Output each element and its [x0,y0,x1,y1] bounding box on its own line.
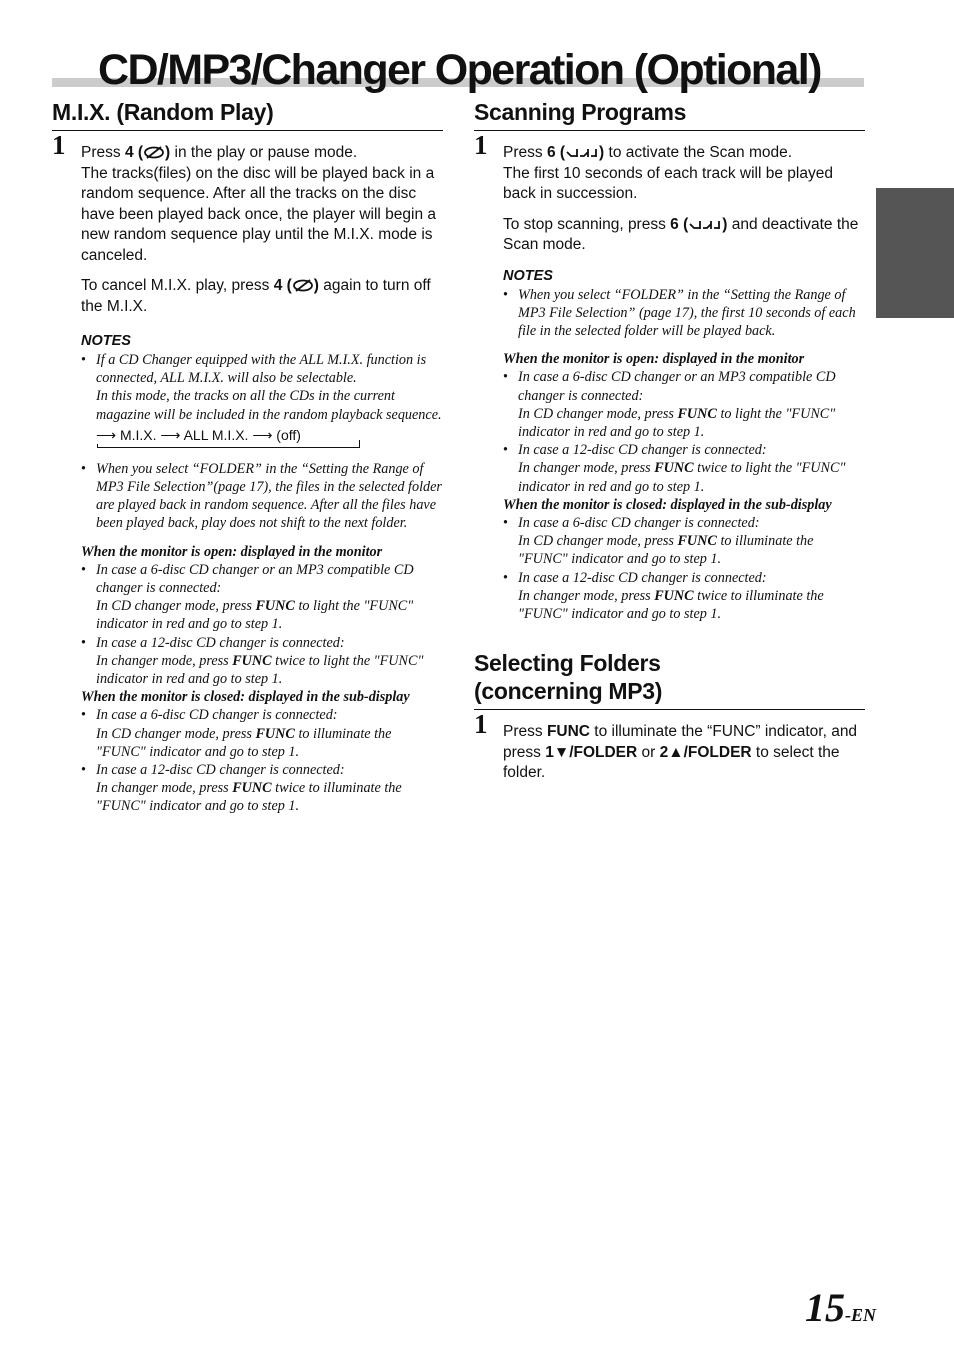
note-item: • In case a 12-disc CD changer is connected: In changer mode, press FUNC twice to light the "FUNC" indicator in red and go to step 1. [81,634,443,689]
scan-section [474,98,865,623]
folders-step-text: Press FUNC to illuminate the “FUNC” indicator, and press 1▼/FOLDER or 2▲/FOLDER to select the folder. [503,723,858,782]
mix-flow-diagram [96,426,443,450]
note-item: • When you select “FOLDER” in the “Setting the Range of MP3 File Selection”(page 17), the files in the selected folder are played back in random sequence. After all the files have been played back, play does not shift to the next folder. [81,460,443,533]
mix-section [52,98,443,816]
scan-step-1 [474,130,865,256]
mix-heading: M.I.X. (Random Play) [52,98,443,131]
section-tab [876,188,954,318]
folders-section [474,649,865,784]
folders-heading: Selecting Folders (concerning MP3) [474,649,865,710]
up-arrow-icon: ▲ [668,743,684,761]
monitor-closed-heading: When the monitor is closed: displayed in the sub-display [503,496,832,513]
scan-step-text: Press 6 ( ) to activate the Scan mode. The first 10 seconds of each track will be played back in succession. [503,144,833,202]
mix-description: The tracks(files) on the disc will be played back in a random sequence. After all the tracks on the disc have been played back once, the player will begin a new random sequence play until the M.I.X. mode is canceled. [81,164,437,264]
monitor-closed-heading: When the monitor is closed: displayed in the sub-display [81,689,410,706]
scan-notes [474,268,865,624]
notes-heading: NOTES [503,267,553,284]
mix-notes [52,333,443,816]
note-item: • In case a 6-disc CD changer is connected: In CD changer mode, press FUNC to illuminate the "FUNC" indicator and go to step 1. [81,706,443,761]
note-item: • In case a 6-disc CD changer or an MP3 compatible CD changer is connected: In CD changer mode, press FUNC to light the "FUNC" indicator in red and go to step 1. [503,368,865,441]
scan-icon [688,218,722,231]
scan-stop-text: To stop scanning, press 6 ( ) and deactivate the Scan mode. [503,215,859,253]
note-item: • In case a 6-disc CD changer or an MP3 compatible CD changer is connected: In CD changer mode, press FUNC to light the "FUNC" indicator in red and go to step 1. [81,561,443,634]
down-arrow-icon: ▼ [553,743,570,761]
note-item: • When you select “FOLDER” in the “Setting the Range of MP3 File Selection” (page 17), the first 10 seconds of each file in the selected folder will be played back. [503,286,865,341]
mix-cancel-text: To cancel M.I.X. play, press 4 ( ) again to turn off the M.I.X. [81,277,431,315]
scan-icon [565,146,599,159]
monitor-open-heading: When the monitor is open: displayed in the monitor [81,543,383,560]
flow-text: ⟶ M.I.X. ⟶ ALL M.I.X. ⟶ (off) [96,426,305,444]
page-title: CD/MP3/Changer Operation (Optional) [98,46,821,94]
note-item: • In case a 12-disc CD changer is connected: In changer mode, press FUNC twice to illuminate the "FUNC" indicator and go to step 1. [503,569,865,624]
step-number: 1 [474,130,488,160]
step-number: 1 [52,130,66,160]
monitor-open-heading: When the monitor is open: displayed in the monitor [503,351,805,368]
note-item: • In case a 6-disc CD changer is connected: In CD changer mode, press FUNC to illuminate the "FUNC" indicator and go to step 1. [503,514,865,569]
right-column [474,98,865,784]
note-item: • In case a 12-disc CD changer is connected: In changer mode, press FUNC twice to illuminate the "FUNC" indicator and go to step 1. [81,761,443,816]
scan-heading: Scanning Programs [474,98,865,131]
notes-heading: NOTES [81,333,131,349]
page-number: 15-EN [805,1285,876,1330]
folders-step-1 [474,709,865,784]
note-item: • If a CD Changer equipped with the ALL M.I.X. function is connected, ALL M.I.X. will also be selectable. In this mode, the tracks on all the CDs in the current magazine will be included in the random playback sequence. ⟶ M.I.X. ⟶ ALL M.I.X. ⟶ (off) [81,351,443,450]
mix-step-1 [52,130,443,317]
mix-icon [292,279,314,292]
mix-icon [143,146,165,159]
scan-description: The first 10 seconds of each track will be played back in succession. [503,164,833,202]
note-item: • In case a 12-disc CD changer is connected: In changer mode, press FUNC twice to light the "FUNC" indicator in red and go to step 1. [503,441,865,496]
step-number: 1 [474,709,488,740]
mix-step-text: Press 4 ( ) in the play or pause mode. The tracks(files) on the disc will be played back in a random sequence. After all the tracks on the disc have been played back once, the player will begin a new random sequence play until the M.I.X. mode is canceled. [81,144,437,264]
